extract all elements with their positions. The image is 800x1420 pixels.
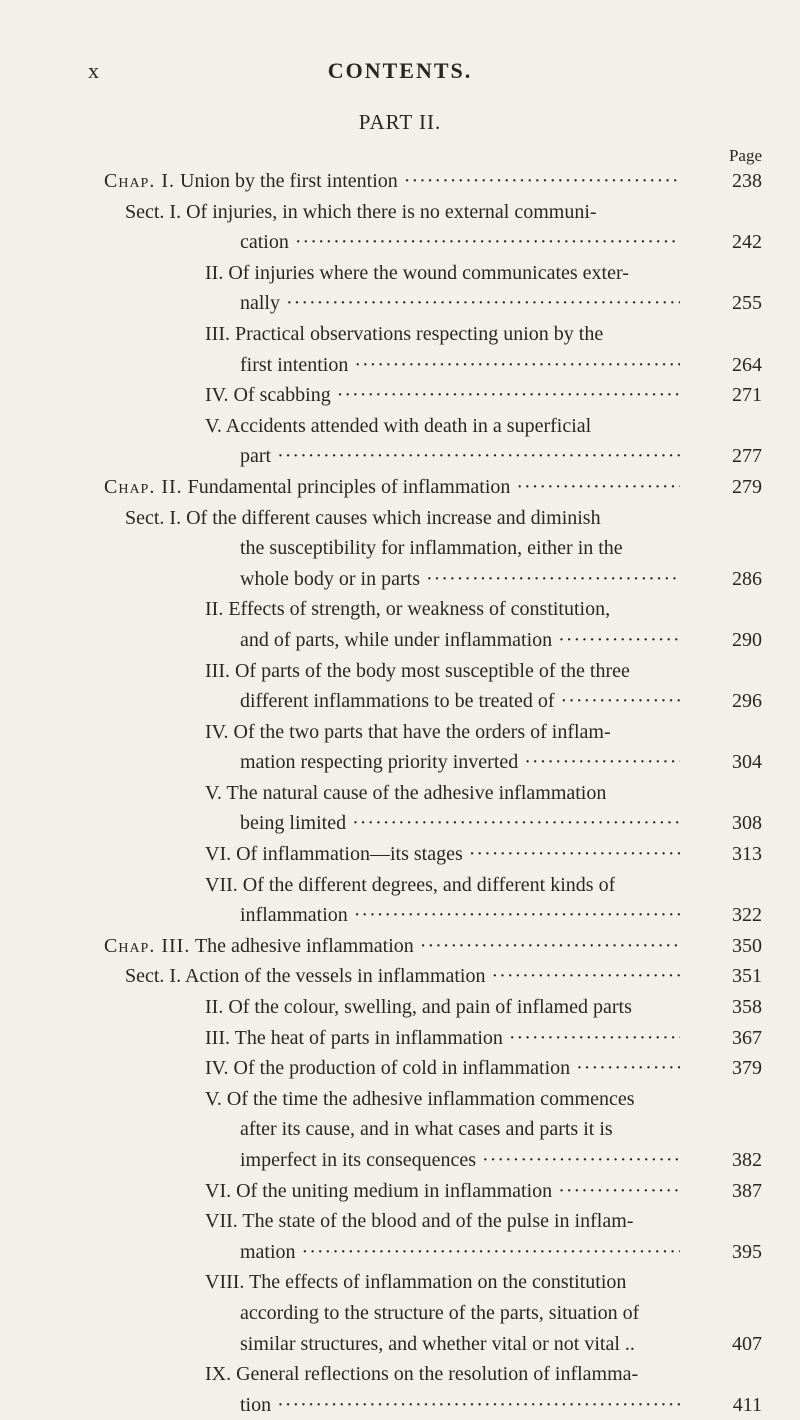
toc-entry-text: [240, 350, 680, 381]
toc-line: [0, 197, 800, 228]
toc-entry-text: [205, 319, 603, 350]
toc-entry-title: tion: [240, 1393, 272, 1416]
toc-entry-text: [205, 992, 632, 1023]
toc-entry-number: IV.: [205, 720, 229, 743]
toc-entry-text: [240, 1329, 635, 1360]
toc-page-number: 313: [732, 843, 762, 866]
toc-entry-number: Sect. I.: [125, 200, 182, 223]
toc-entry-title: imperfect in its consequences: [240, 1149, 477, 1171]
toc-line: [0, 472, 800, 503]
toc-line: [0, 961, 800, 992]
toc-entry-text: [125, 503, 601, 534]
toc-entry-title: Of the production of cold in inflammation: [228, 1057, 571, 1080]
toc-line: [0, 625, 800, 656]
toc-page-number: 290: [732, 628, 762, 651]
toc-entry-text: [240, 1114, 613, 1145]
page-column-label: Page: [728, 146, 762, 165]
toc-entry-title: and of parts, while under inflammation: [240, 628, 553, 651]
toc-page-number: 255: [732, 292, 762, 315]
toc-entry-text: [125, 961, 680, 992]
toc-entry-title: inflammation: [240, 904, 348, 927]
toc-entry-number: VII.: [205, 873, 238, 896]
toc-line: [0, 1023, 800, 1054]
toc-line: [0, 1359, 800, 1390]
toc-entry-title: Of the two parts that have the orders of inflam-: [228, 720, 611, 743]
toc-page-number: 277: [732, 445, 762, 468]
toc-entry-text: [205, 258, 629, 289]
toc-line: [0, 350, 800, 381]
toc-entry-number: VI.: [205, 1179, 232, 1202]
toc-entry-number: III.: [205, 659, 230, 682]
toc-entry-title: after its cause, and in what cases and parts it is: [240, 1118, 613, 1141]
toc-page-number: 379: [732, 1057, 762, 1080]
toc-entry-number: II.: [205, 598, 224, 621]
toc-entry-title: Union by the first intention: [175, 170, 398, 192]
toc-entry-title: nally: [240, 292, 280, 315]
part-title: PART II.: [358, 110, 442, 134]
toc-page-number: 242: [732, 231, 762, 254]
toc-page-number: 411: [732, 1393, 762, 1416]
toc-line: [0, 1053, 800, 1084]
toc-line: [0, 533, 800, 564]
toc-entry-title: part: [240, 445, 272, 468]
toc-line: [0, 808, 800, 839]
toc-entry-number: VIII.: [205, 1271, 245, 1294]
toc-entry-text: [205, 1023, 680, 1054]
toc-entry-title: Of the different causes which increase and diminish: [181, 506, 601, 529]
toc-page-number: 407: [732, 1332, 762, 1355]
toc-entry-number: IX.: [205, 1363, 232, 1386]
toc-entry-title: Of the uniting medium in inflammation: [231, 1179, 553, 1202]
toc-line: [0, 1114, 800, 1145]
toc-line: [0, 1206, 800, 1237]
toc-line: [0, 1329, 800, 1360]
toc-entry-text: [104, 166, 680, 197]
toc-entry-number: VII.: [205, 1210, 238, 1233]
toc-line: [0, 319, 800, 350]
toc-line: [0, 870, 800, 901]
toc-entry-number: II.: [205, 261, 224, 284]
toc-entry-title: Effects of strength, or weakness of constitution,: [223, 598, 611, 621]
toc-page-number: 286: [732, 567, 762, 590]
toc-entry-title: cation: [240, 231, 289, 254]
toc-entry-text: [125, 197, 597, 228]
toc-entry-title: similar structures, and whether vital or not vital ..: [240, 1332, 635, 1355]
toc-entry-title: being limited: [240, 812, 347, 835]
toc-entry-text: [240, 686, 680, 717]
toc-entry-text: [104, 472, 680, 503]
toc-entry-text: [240, 564, 680, 595]
table-of-contents: [0, 166, 800, 1420]
toc-entry-title: General reflections on the resolution of inflamma-: [231, 1363, 639, 1386]
toc-page-number: 296: [732, 690, 762, 713]
toc-page-number: 279: [732, 475, 762, 498]
toc-entry-text: [205, 1267, 626, 1298]
toc-line: [0, 564, 800, 595]
toc-line: [0, 258, 800, 289]
toc-entry-text: [205, 778, 606, 809]
toc-line: [0, 441, 800, 472]
toc-entry-text: [205, 1206, 633, 1237]
toc-line: [0, 931, 800, 962]
toc-line: [0, 1267, 800, 1298]
toc-entry-number: III.: [205, 322, 230, 345]
toc-entry-title: mation respecting priority inverted: [240, 751, 519, 774]
toc-entry-text: [240, 1298, 639, 1329]
toc-entry-title: The heat of parts in inflammation: [229, 1026, 503, 1049]
toc-entry-title: Of injuries where the wound communicates exter-: [223, 261, 629, 284]
toc-entry-title: The effects of inflammation on the constitution: [244, 1271, 627, 1294]
toc-entry-text: [104, 931, 680, 962]
toc-line: [0, 778, 800, 809]
toc-entry-text: [240, 288, 680, 319]
running-head: [0, 58, 800, 88]
toc-entry-number: V.: [205, 781, 222, 804]
toc-entry-title: Accidents attended with death in a superficial: [221, 414, 592, 437]
toc-entry-title: Of inflammation—its stages: [231, 843, 463, 866]
toc-line: [0, 992, 800, 1023]
toc-entry-text: [205, 656, 630, 687]
toc-line: [0, 1176, 800, 1207]
toc-page-number: 395: [732, 1240, 762, 1263]
toc-entry-title: The state of the blood and of the pulse in inflam-: [237, 1210, 634, 1233]
toc-line: [0, 411, 800, 442]
toc-entry-number: V.: [205, 1087, 222, 1110]
toc-entry-number: VI.: [205, 843, 232, 866]
toc-page-number: 304: [732, 751, 762, 774]
toc-page-number: 238: [732, 170, 762, 192]
toc-line: [0, 380, 800, 411]
toc-page-number: 350: [732, 934, 762, 957]
toc-line: [0, 227, 800, 258]
toc-line: [0, 686, 800, 717]
toc-entry-text: [205, 839, 680, 870]
toc-entry-title: whole body or in parts: [240, 567, 420, 590]
toc-entry-title: Of the colour, swelling, and pain of inflamed parts: [223, 996, 632, 1019]
toc-entry-title: the susceptibility for inflammation, either in the: [240, 537, 623, 560]
toc-entry-number: Chap. II.: [104, 475, 183, 498]
toc-entry-number: Sect. I.: [125, 506, 182, 529]
toc-entry-text: [240, 1237, 680, 1268]
toc-entry-title: Of injuries, in which there is no external communi-: [181, 200, 597, 223]
toc-entry-number: IV.: [205, 384, 229, 407]
toc-entry-number: Chap. III.: [104, 934, 191, 957]
toc-line: [0, 1145, 800, 1176]
toc-entry-text: [240, 441, 680, 472]
toc-entry-title: Fundamental principles of inflammation: [182, 475, 511, 498]
toc-line: [0, 747, 800, 778]
toc-entry-title: Action of the vessels in inflammation: [181, 965, 486, 988]
page-folio: x: [88, 58, 100, 83]
toc-page-number: 358: [732, 996, 762, 1019]
toc-entry-title: mation: [240, 1240, 296, 1263]
toc-entry-title: different inflammations to be treated of: [240, 690, 555, 713]
toc-entry-title: Practical observations respecting union by the: [229, 322, 604, 345]
toc-entry-text: [205, 1176, 680, 1207]
toc-line: [0, 1390, 800, 1420]
toc-line: [0, 900, 800, 931]
toc-entry-number: III.: [205, 1026, 230, 1049]
toc-line: [0, 503, 800, 534]
toc-entry-text: [240, 1145, 680, 1176]
toc-entry-text: [240, 1390, 680, 1420]
toc-entry-title: Of parts of the body most susceptible of the three: [229, 659, 630, 682]
toc-line: [0, 717, 800, 748]
toc-entry-number: IV.: [205, 1057, 229, 1080]
toc-entry-text: [205, 411, 591, 442]
toc-entry-text: [240, 808, 680, 839]
toc-entry-number: Sect. I.: [125, 965, 182, 988]
toc-page-number: 322: [732, 904, 762, 927]
toc-entry-title: The adhesive inflammation: [190, 934, 414, 957]
toc-entry-text: [240, 747, 680, 778]
toc-entry-text: [205, 594, 610, 625]
toc-page-number: 367: [732, 1026, 762, 1049]
toc-page-number: 308: [732, 812, 762, 835]
toc-entry-title: according to the structure of the parts, situation of: [240, 1301, 640, 1324]
toc-line: [0, 288, 800, 319]
toc-entry-text: [205, 717, 611, 748]
toc-entry-text: [240, 900, 680, 931]
toc-line: [0, 1084, 800, 1115]
toc-page-number: 382: [732, 1149, 762, 1171]
toc-entry-title: Of the time the adhesive inflammation commences: [221, 1087, 635, 1110]
toc-entry-text: [205, 870, 615, 901]
toc-page-number: 264: [732, 353, 762, 376]
toc-entry-number: V.: [205, 414, 222, 437]
toc-line: [0, 839, 800, 870]
toc-line: [0, 594, 800, 625]
toc-entry-number: II.: [205, 996, 224, 1019]
toc-entry-title: The natural cause of the adhesive inflammation: [221, 781, 607, 804]
toc-entry-title: Of the different degrees, and different kinds of: [237, 873, 616, 896]
toc-entry-text: [240, 227, 680, 258]
toc-page-number: 271: [732, 384, 762, 407]
toc-entry-text: [240, 533, 623, 564]
toc-entry-title: Of scabbing: [228, 384, 331, 407]
toc-entry-text: [205, 380, 680, 411]
toc-line: [0, 1237, 800, 1268]
toc-entry-text: [205, 1053, 680, 1084]
toc-line: [0, 656, 800, 687]
toc-page-number: 387: [732, 1179, 762, 1202]
toc-entry-text: [205, 1359, 638, 1390]
toc-entry-text: [205, 1084, 635, 1115]
toc-line: [0, 166, 800, 197]
toc-entry-title: first intention: [240, 353, 349, 376]
toc-entry-text: [240, 625, 680, 656]
toc-line: [0, 1298, 800, 1329]
toc-page-number: 351: [732, 965, 762, 988]
toc-entry-number: Chap. I.: [104, 170, 176, 192]
running-title: CONTENTS.: [327, 58, 473, 83]
